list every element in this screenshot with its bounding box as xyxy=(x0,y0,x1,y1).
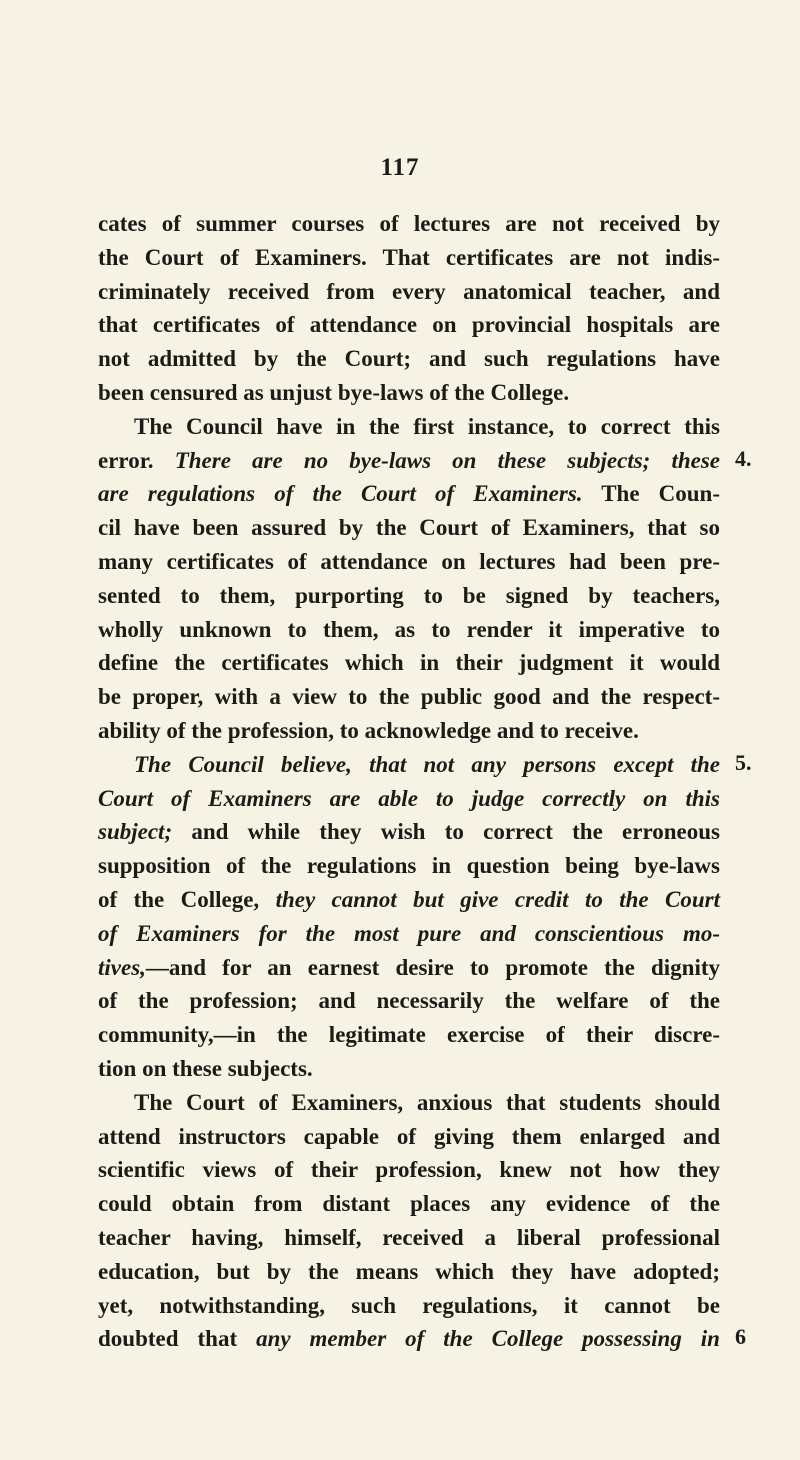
text-segment: be proper, with a view to the public good and the respect- xyxy=(98,684,720,710)
text-line xyxy=(98,1255,720,1289)
text-line xyxy=(98,1221,720,1255)
text-line xyxy=(98,951,720,985)
text-segment: The Court of Examiners, anxious that students should xyxy=(134,1089,720,1115)
text-line xyxy=(98,714,720,748)
text-line xyxy=(98,1052,720,1086)
text-segment: attend instructors capable of giving them enlarged and xyxy=(98,1123,720,1149)
italic-text-segment: are regulations of the Court of Examiners. xyxy=(98,481,583,507)
text-segment: yet, notwithstanding, such regulations, it cannot be xyxy=(98,1292,720,1318)
text-line xyxy=(98,917,720,951)
italic-text-segment: tives, xyxy=(98,954,146,980)
text-line xyxy=(98,613,720,647)
text-line xyxy=(98,883,720,917)
text-segment: cates of summer courses of lectures are not received by xyxy=(98,211,720,236)
text-line xyxy=(98,1187,720,1221)
text-segment: The Coun- xyxy=(582,481,720,507)
text-line xyxy=(98,579,720,613)
text-line xyxy=(98,545,720,579)
text-segment: been censured as unjust bye-laws of the College. xyxy=(98,379,570,405)
margin-note: 6 xyxy=(735,1324,746,1350)
text-segment: that certificates of attendance on provincial hospitals are xyxy=(98,312,720,338)
text-line xyxy=(98,1086,720,1120)
italic-text-segment: subject; xyxy=(98,819,173,845)
text-line xyxy=(98,342,720,376)
text-line xyxy=(98,207,720,241)
text-line xyxy=(98,410,720,444)
text-segment: many certificates of attendance on lectures had been pre- xyxy=(98,548,720,574)
text-segment: sented to them, purporting to be signed by teachers, xyxy=(98,582,720,608)
text-segment: of the profession; and necessarily the welfare of the xyxy=(98,988,720,1014)
text-segment: the Court of Examiners. That certificates are not indis- xyxy=(98,244,720,270)
text-line xyxy=(98,782,720,816)
text-segment: The Council have in the first instance, to correct this xyxy=(134,413,720,439)
text-segment: of the College, xyxy=(98,886,276,912)
text-line xyxy=(98,646,720,680)
text-line xyxy=(98,1018,720,1052)
text-segment: could obtain from distant places any evidence of the xyxy=(98,1191,720,1217)
text-line xyxy=(98,241,720,275)
text-segment: not admitted by the Court; and such regulations have xyxy=(98,346,720,372)
text-line xyxy=(98,815,720,849)
text-line xyxy=(98,1153,720,1187)
text-line xyxy=(98,1322,720,1356)
text-segment: —and for an earnest desire to promote the dignity xyxy=(145,954,720,980)
text-line xyxy=(98,511,720,545)
text-line xyxy=(98,477,720,511)
italic-text-segment: any member of the College possessing in xyxy=(256,1326,720,1352)
text-line xyxy=(98,275,720,309)
text-segment: teacher having, himself, received a liberal professional xyxy=(98,1224,720,1250)
text-line xyxy=(98,376,720,410)
text-line xyxy=(98,748,720,782)
text-segment: community,—in the legitimate exercise of their discre- xyxy=(98,1022,720,1048)
italic-text-segment: of Examiners for the most pure and conscientious mo- xyxy=(98,920,720,946)
page-number: 117 xyxy=(380,154,420,181)
margin-note: 4. xyxy=(735,445,752,471)
italic-text-segment: There are no bye-laws on these subjects; these xyxy=(174,447,721,473)
text-line xyxy=(98,1289,720,1323)
text-segment: and while they wish to correct the erroneous xyxy=(172,819,720,845)
text-segment: scientific views of their profession, knew not how they xyxy=(98,1157,720,1183)
text-segment: define the certificates which in their judgment it would xyxy=(98,650,720,676)
text-line xyxy=(98,680,720,714)
italic-text-segment: they cannot but give credit to the Court xyxy=(275,886,720,912)
text-segment: ability of the profession, to acknowledge and to receive. xyxy=(98,717,639,743)
italic-text-segment: Court of Examiners are able to judge correctly on this xyxy=(98,785,720,811)
text-segment: criminately received from every anatomical teacher, and xyxy=(98,278,720,304)
text-line xyxy=(98,849,720,883)
text-line xyxy=(98,1120,720,1154)
text-segment: cil have been assured by the Court of Examiners, that so xyxy=(98,515,720,541)
text-segment: doubted that xyxy=(98,1326,257,1352)
text-segment: education, but by the means which they have adopted; xyxy=(98,1258,720,1284)
text-segment: wholly unknown to them, as to render it imperative to xyxy=(98,616,720,642)
text-segment: tion on these subjects. xyxy=(98,1055,313,1081)
text-line xyxy=(98,308,720,342)
text-line xyxy=(98,444,720,478)
text-line xyxy=(98,984,720,1018)
italic-text-segment: The Council believe, that not any persons except the xyxy=(134,751,720,777)
margin-note: 5. xyxy=(735,749,752,775)
text-segment: supposition of the regulations in question being bye-laws xyxy=(98,853,720,879)
body-text xyxy=(98,207,720,1356)
text-segment: error. xyxy=(98,447,175,473)
